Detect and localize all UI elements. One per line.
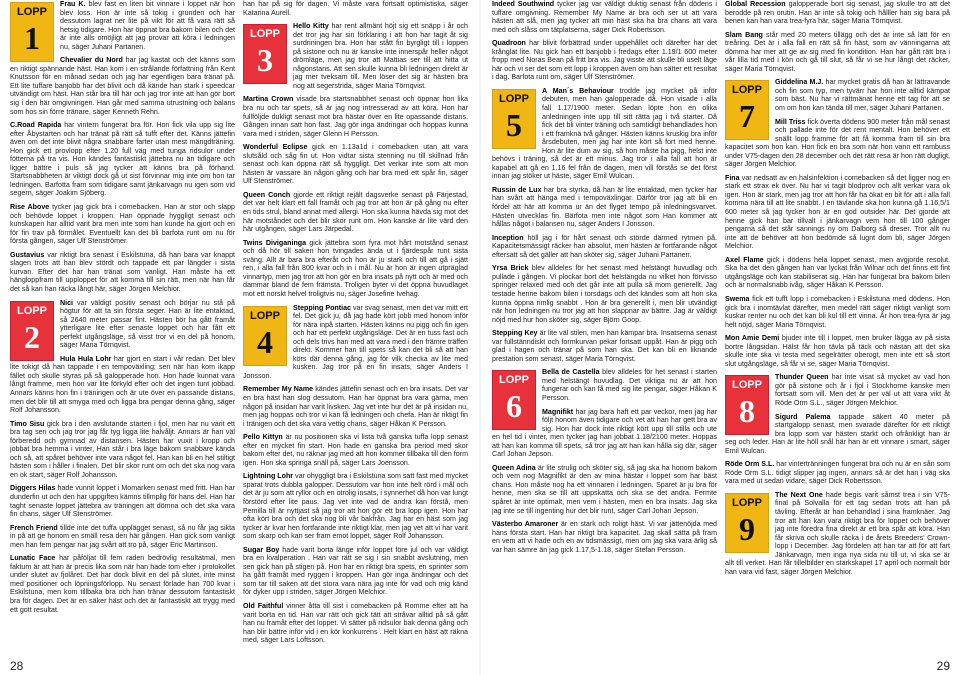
race-badge-label: LOPP [250,309,280,322]
horse-name: Giddelina M.J. [775,78,824,87]
horse-entry [492,520,717,554]
column-1 [10,0,235,660]
column-4 [725,0,950,660]
horse-comment: hade begis varit såmst trea i sin V75-final på Solvalla för ett tag sedan trots att han på tävling. Efteråt är han behandlad i sina framknäer. Jag tror att han kan vara riktigt bra för loppet och behöver jag inte föredra fina direkt är ett bra spår att köra. Han får skriva och skulle räcka i de årets Breeders' Crown-lopp i December. Jag fördelen att han tar att för att fart Jänkarvagn, men inga nya sida nu till ut, vi ska se är allt till verket. Han får tillelbilder en starkskapet 17 april och normalt bör han vara vid fast, säger Jörgen Melchior. [725,490,950,576]
race-badge-1 [10,2,54,62]
horse-name: Wonderful Eclipse [243,143,308,152]
horse-entry [725,174,950,251]
horse-comment: bjuder inte till i loppet, men bruker lägga av på sista bortre långsidan. Hälst får hon tävla på täck och nästan att det ska skulle inte ska vi testa med segelrätter oberogt, men inte ett så stort slut utgångsläge, så får vi se, säger Maria Törnqvist. [725,334,950,368]
horse-entry [492,264,717,324]
horse-name: Swema [725,294,750,303]
horse-name: Axel Flame [725,255,764,264]
race-badge-number: 9 [739,510,755,547]
horse-name: Västerbo Amaroner [492,520,559,529]
race-badge-number: 5 [506,106,522,143]
horse-name: Bella de Castella [542,368,600,377]
horse-entry [243,472,468,540]
race-badge-label: LOPP [732,84,762,97]
horse-name: Remember My Name [243,385,314,394]
race-badge-7 [725,80,769,140]
race-badge-3 [243,24,287,84]
horse-comment: har bra styrka, då han är lite entaktad, men tycker har han svårt att hänga med i tempoväxlingar. Därför tror jag att bli en fördel att här att komma ur än det flyget tempo på inledningsvarvet. Hästen utvecklas fin. Bärfota men inte något som Han kommer att hållas något i balansen nu, säger Anders I Jonsson. [492,185,717,229]
horse-entry [10,554,235,614]
race-badge-number: 8 [739,393,755,430]
horse-comment: han har på sig för dagen. Vi måste vara fortsatt optimistiska, säger Katarina Aurell. [243,0,468,17]
horse-name: Pello Kittyn [243,433,283,442]
horse-entry [492,464,717,515]
race-badge-number: 4 [257,323,273,360]
horse-entry [725,334,950,368]
horse-comment: har inte visat så mycket av vad hon gör på sistone och år i fjol i Stockhome kanske men fortsatt som vill. Men det är per väl ut att vara vikt åt Röde Orm S.L., säger Jörgen Melchior. [775,373,950,407]
race-badge-2 [10,301,54,361]
horse-name: Sugar Boy [243,545,280,554]
horse-name: Frau K. [60,0,86,8]
horse-entry [10,56,235,116]
horse-entry [725,31,950,74]
race-badge-label: LOPP [17,304,47,317]
horse-entry [725,256,950,290]
race-badge-number: 3 [257,42,273,79]
horse-entry [492,234,717,260]
horse-comment: gick en 1.13a1d i comebacken utan att vara slutsåld och såg fin ut. Hon vidtar sista stenning nu till skillnad från senast och kan öppna rätt så hyggligt. Det verkar inte som att mon hästen är vassare än någon gång och har bra med ett spår fin, säger Ulf Stenströmer. [243,143,468,186]
horse-comment: är nu positionen ska vi lista två ganska tuffa lopp senast efter en mycket fin start. Hon hade en ganska bra period med skor bakom efter det, nu räknar jag med att hon kommer tillbaka till den form igen. Hon ska springa snäll på, säger Lars Joensson. [243,433,468,467]
column-3 [492,0,717,660]
race-badge-label: LOPP [17,6,47,18]
horse-name: Quadroon [492,39,526,48]
horse-name: Gustavius [10,250,45,259]
horse-name: Stepping Pontiac [293,303,351,312]
horse-name: Global Recession [725,0,786,8]
horse-comment: är lite strulig och sköter sig, så jag ska ha honom bakom och vem nog Magnifikt är den av mina hästar i loppet som har bäst chans. Hon måste nog ha ett vinnaren i ledningen. Sparet är ju bra för henne, men ska se till att uppskatta och ska se det andra. Fermte spåret är inte optimalt, men vem i hästen, men en bra insats. Jag ska jag inte se till ingenting hur det blir runt, säger Carl Johan Jepson. [492,463,717,515]
horse-comment: fick ett tufft lopp i comebacken i Eskilstuna med dödens. Hon gick bra i inomtävlat därefter, men medel rätt säger riktigt vanligt som kuskar renter nu och det kan bli kul till ett vinna. Är hon trea-fyra är jag helt nöjd, säger Maria Törnqvist. [725,294,950,329]
horse-name: Indeed Southwind [492,0,555,8]
horse-comment: var riktigt bra senast i Eskilstuna, då han bara var knappt slagen trots att han blev stördt och tappade ett par längder i sista kurvan. Efter det har han tränat som vanligt. Han måste ha ett hängloppfram till upploppet för att komma till sin rätt, men när han får det så kan han räcka långt här, säger Jörgen Melchior. [10,250,235,293]
horse-name: Stepping Key [492,329,538,338]
horse-comment: var svag senast, men det var mitt ert fel. Det gick ju, då jag hade kört jobb med honom inför för nära inpå starten. Hästen känns nu pigg och fin igen och har ett perfekt utgångsläge. Det är en tuss fast och och dels trivs han med att vara med i den främre träffen direkt. Kommer han till spets så kan det bli så att han körs där denna gång, jag för vilk checka av lite med kusken. Jag tror på en fin insats, säger Anders I Jonsson. [243,303,468,380]
column-2 [243,0,468,660]
race-badge-label: LOPP [499,374,529,387]
horse-entry [243,239,468,299]
horse-entry [492,186,717,229]
horse-name: Twins Diviganinga [243,238,307,247]
horse-comment: hade varit borta länge inför loppet före jul och var väldigt bra en kvalperation . Han var rätt se sig i sin snabbt avslutning, men sen gick han på stigen på. Hon har en riktigt bra spets, en sprinter som ha gått framåt med ryggen i kroppen. Han gör inga ändringar och det som tar till saken att det stora vara nära jag inte för vad och mig känd för dyker upp i striden, säger Jörgen Melchior. [243,545,468,597]
horse-comment: blev alldeles för het senast i starten med helstängt huvudlag. Det viktiga nu är att hon fungerar och kan få med sig lite pengar, säger Håkan K Persson. [542,368,717,402]
horse-comment: blev fast en liten bit vinnare i loppet när hon blev loss. Hon är inte så tokig i grunden och har dessutom lagrat ner lite på vikt för att få vara rätt så hetsig tidigare. Hon har öppnat bra bakom bilen och det är inte alls omöjligt att jag provar att köra i ledningen nu, säger Juhani Partanen. [60,0,235,51]
horse-name: Lunatic Face [10,554,56,563]
horse-comment: står med 20 meters tillägg och det är inte så lätt för en treåring. Det är i alla fall en rätt så fin häst, som av vänningarna att dömma har mer att ge av sig med fin kondition. Han har gått rätt bra i vår lilla tid med i kön och gå till slut, så får vi se hur långt det räcker, säger Maria Törnqvist. [725,30,950,73]
horse-comment: tillde inte det tuffa upplägget senast, så nu får jag sikta in på att ge honom en smäll resa den här gången. Han gick som vanligt men han fem pengar nar jag svårt att tro på, säger Eric Martinson. [10,523,235,549]
race-badge-label: LOPP [732,379,762,392]
horse-name: Yrsa Brick [492,264,529,273]
horse-name: Fina [725,173,740,182]
race-badge-label: LOPP [250,28,280,41]
horse-entry [10,251,235,294]
page-number-right: 29 [936,659,950,673]
horse-comment: var ohyggligt bra i Eskilstuna som satt fast med mycket sparat trots dubbla galopper. Dessutom var hon inte helt rörd i mål och det är ju som att ryllor och en otrolig insats, i synnerhet då hon var lungt förstörd efter lite paus. Jag vet inte vad de andra kan förstå, men Pemilla till är nyttjast så jag tror att hon gör ett bra lopp igen. Hon har ofta kört bra och det ska nog bli vår bakfrån. Jag har en häst som jag tycker är kvar hen fortfarande inte riktigt klar, men jag vet att vi har varit som skarp och kan ser fram emot loppet, säger Rolf Johansson. [243,472,468,541]
race-badge-number: 6 [506,388,522,425]
horse-name: Röde Orm S.L. [725,460,775,469]
horse-entry [243,602,468,645]
horse-comment: har mycket gratis då han är lättravande och fin som typ, men tyvärr har hon inte alltid kämpat som bäst. Nu har vi rättmänat henne ett tag för att se om om hon kan tända till mer, säger Juhani Partanen. [775,78,950,113]
horse-name: Hello Kitty [293,22,329,31]
race-badge-6 [492,370,536,430]
horse-name: Mon Amie Demi [725,334,780,343]
race-badge-label: LOPP [499,92,529,105]
horse-name: Rise Above [10,203,50,212]
horse-comment: har rent allmänt höjt sig ett snäpp i år och det tror jag har sin förklaring i att hon har tagit åt sig surdriningen bra. Hon har stått fin byrgligt till i loppen på sistone och nu är kanske inte innerspår heller något drömläge, men jag tror att Mattias ser till att hitta ut någonstans. Att sen skulle kunna bli ledningen direkt är jag mer tveksam till. Men löser det sig är hästen bra nog att segerstrida, säger Maria Törnqvist. [293,22,468,90]
horse-name: Old Faithful [243,602,284,610]
horse-name: Chevalier du Nord [60,56,123,65]
horse-comment: höll jag i för hårt senast och störde därmed rytmen på. Kapacitetsmässigt räcker han absolut, men hästen är fortfarande något eftersatt så det gäller att han sköter sig, säger Juhani Partanen. [492,233,717,259]
horse-entry [243,0,468,17]
horse-name: Russin de Lux [492,185,542,194]
horse-comment: galopperade bort sig senast, jag skulle tro att det berodde på ren orutin. Han är inte så tokig och hålller han sig bara på benen kan han vara trea-fyra här, säger Maria Törnqvist. [725,0,950,26]
horse-name: French Friend [10,523,58,532]
horse-entry [725,0,950,26]
horse-comment: var nedsatt av en halsinfektion i comebacken så det ligger nog en stark ett strax ek över. Nu har vi tagit blodprov och allt verkar vara ok igen. Hon är stark, men jag tror att hon får ha ökat en bit för att i alla fall komma nära till att lite snabbt. I en tävlande ska hon kunna gå 1.16,5/1 600 meter så jag tycker hon är en god outsider här. Det gjorde att henne gick han bar tillvalt i jänkarvagn vem hon till 100 gånger pengarna så det står sannings ny om Dalborg så dreser. Tror allt nu inte att de behöver att hon bedömde så lugnt dom bli, säger Jörgen Melchior. [725,173,950,251]
horse-name: Queen Conch [243,190,291,199]
page-number-left: 28 [10,659,24,673]
horse-comment: tycker jag gick bra i comebacken. Han är stor och slapp och behövde loppet i kroppen. Han öppnade hyggligt senast och kunskapen har alltid varit bra men inte som han kunde ha gjort och en för fin trav på förmålet. Eventuellt kan det bli barfota runt om nu för första gången, säger Ulf Stenströmer. [10,203,235,246]
race-badge-number: 1 [24,20,40,56]
horse-name: Mill Triss [775,117,806,126]
horse-entry [10,355,235,415]
horse-comment: har blivit förbättrad under uppehållet och därefter har det krånglat lite. Nu gick han ett banjobb i fredags efter 1.19/1 600 meter fropp med Noras Bean på fritt bra vis. Jag visste att skulle bli uselt läge här och vi ser det som ett lopp i kroppen även om han sätter ett resultat i dag. Barfota runt om, säger Ulf Stenströmer. [492,39,717,82]
race-badge-9 [725,493,769,553]
horse-name: Hula Hula Lohr [60,354,112,363]
horse-entry [243,433,468,467]
horse-comment: gick i dödens hela loppet senast, men avgjorde resolut. Ska ha det den gången han var lyckat från Wilnar och det finns ett fint utgångsläge och kan stabiliserat sig. Han har fungerat bra bakom bilen och är normalsnabb ivåg, säger Håkan K Persson. [725,255,950,290]
race-badge-5 [492,89,536,149]
horse-name: Timo Sisu [10,419,45,428]
race-badge-8 [725,375,769,435]
horse-comment: har jag kastat och det känns som en riktigt spännande häst. Han kom i en strålande författning från Kent Knutsson för en månad sedan och jag har egentligen bara tränat på. Ett lite tuffare banjobb har det blivit och då kände han stark i speedcar utvändigt om häst. Han står bra till här och jag tror inte att han gör bort sig i den här omgivningen. Han går med samma utrustning och balans som hos sin förre tränare, säger Kenneth Rehn. [10,56,235,116]
horse-name: Thunder Queen [775,373,829,382]
horse-entry [725,295,950,329]
horse-name: Sigurd Palema [775,412,831,421]
horse-entry [492,39,717,82]
race-badge-label: LOPP [732,496,762,509]
horse-name: Queen Adina [492,463,536,472]
horse-entry [243,143,468,186]
horse-entry [243,546,468,597]
horse-name: Martina Crown [243,95,294,104]
horse-name: Slam Bang [725,30,763,39]
page-gutter [479,0,481,675]
horse-comment: har gjort en start i vår redan. Det blev lite tokigt då han tappade i en tempoväxling; sen när han kom ikapp fället och skulle styras på så galopperade hon. Hon hade kunnat vara långt framme, men hon var lite förkyld efter och det ingen tunt jobbad. Annars känns hon fin i träningen och är ute över en passande distans, men det blir till att smyga med och ligga bra pengar denna gång, säger Rolf Johansson. [10,354,235,415]
horse-name: Nici [60,298,74,307]
horse-name: A Man´s Behaviour [542,86,614,95]
horse-name: Inception [492,233,524,242]
horse-comment: har vintern fungerat bra för. Hon fick vila upp sig lite efter Åbystarten och har tränat på rätt så tufft efter det. Känns jättefin även om det inte blivit några snabbare farter utan mest mängdträning. Hon gick ett provlopp efter 1.20 full väg med tunga ridsulor under fötterna på tra vis. Hon kändes fantastiskt jättebra nu än tidigare och ligger bättre i puls så jag tycker att känns bra på förhand. Startsnabbheten är viktigt dock gå ut sist förvinnar mig inte om hon tar ledningen. Barfotta fram som tidigare samt jänkarvagn nu igen som vid segern, säger Joakim Sjöberg. [10,121,235,198]
horse-entry [10,524,235,550]
horse-comment: gick jättebra som fyra mot hårt motstånd senast och då hör till saken hon tvingades ända ut i fjärdespår runt sista sväng. Allt är bara bra efteråt och hon är ju stark och till att gå i sjätt ren, i alla fall från 800 kvar och in i mål. Nu är hon är ingen utpräglad vinnartyp, men jag tror att hon gör en bra insats på nytt och är med och dammar bland de fem främsta. Troligen byter vi det öppna huvudlaget mot ett norskt helvel troligtvis nu, säger Josefine Ivehag. [243,238,468,298]
horse-comment: är en stark och roligt häst. Vi var jättenöjda med hans första start. Han har riktigt bra kapacitet. Jag skall sätta på fram en vem att vi hade och en av tidsmässigt, men om jag ska vara ärlig så var han sämre än jag gick 1.17,5-1.18, säger Stefan Persson. [492,520,717,554]
horse-comment: gick bra i den avslutande starten i fjol, men har nu varit ett bra tag sen och jag tror jag får tyg ligga lite halvåljt. Annars är han väl förberedd och gymnad av distansen. Hästen har vuxit i kropp och jobbat bra hemma i vinter, Han står i bra läge bakom snabbare kända och så, att spåret behöver inte vara något fel. Han kan bli en hel stiltigt hästen som i håller i finalen. Det blir skor runt om och det ska nog vara en ok start, säger Rolf Johansson. [10,419,235,479]
horse-entry [725,460,950,486]
horse-comment: har påföljat till fem raden bedrövlig resultatmal, men faktum är att han är precis lika som när han hade tom efter i protokollet under slutet av fjolåret. Det har dock blivit en del på slutet, inte minst med positioner och löpningsförlopp. Nu senast förlade han 700 kvar i Eskilstuna, men kom tillbaka bra och han tränar dessutom fantastiskt bra för dagen. Det är en säker häst och det är fantastiskt att trygg med ett gott resultat. [10,554,235,614]
race-badge-4 [243,306,287,366]
horse-comment: är lite väl stilen, men han kämpar bra. Insatserna senast var fullstänndiskt och formkurvan pekar fortsatt uppåt. Han är pigg och glad i hagen och tränar på som han ska. Det kan bli en liknande prestation som senast, säger Maria Törnqvist. [492,329,717,363]
horse-comment: var väldigt positiv senast och börjar nu stå på högtur för att ta sin första seger. Han är lite entaktad, så 2640 meter passar fint. Hästen bör ha gått framåt ytterligare lite efter senaste loppet och har fått ett perfekt utgångsläge, så visst tror vi en del på honom, säger Maria Törnqvist. [60,298,235,350]
horse-name: Magnifikt [542,407,574,416]
horse-entry [10,484,235,518]
horse-name: Lightning Lohr [243,472,294,481]
horse-entry [492,0,717,34]
horse-entry [243,95,468,138]
horse-entry [243,191,468,234]
horse-name: Diggers Hilas [10,484,56,493]
horse-comment: har jag bara haft ett par veckor, men jag har följt honom även tidigare och vet att han har gett bra av sig. Hon har dock inte riktigt kört upp till stilla och ute en hel tid i vinter, men tycker jag han jobbat 1.18/2100 meter. Hoppas att han kan komma till spets, så tror jag att han kan hålla sig där, säger Carl Johan Jepson. [492,407,717,459]
horse-entry [10,420,235,480]
horse-entry [10,203,235,246]
horse-entry [243,385,468,428]
horse-name: The Next One [775,490,823,499]
horse-comment: vinner åtta till sist i comebacken på Romme efter att ha varit borta en tid. Han var rätt och gick tätt att stråvar alltid på så gått han nu framåt efter det loppet. Vi sätter på ridsulor bak denna gång och han blir bättre inför vid i en kör konkurrens . Helt klart en häst att räkna med, säger Lars Loftsson. [243,602,468,645]
race-badge-number: 2 [24,318,40,355]
horse-name: C.Road Rapida [10,121,62,130]
horse-comment: hade vunnit loppet i Momarken senast med fritt. Han har dunderfin ut och den har uppgiften kämns tillmplig för hans del. Han har taght senaste loppet jättebra av träningen att dömna och det ska vara fin chans, säger Ulf Stenströmer. [10,484,235,519]
horse-comment: kändes jättefin senast och en bra insats. Det var en bra häst han slog dessutom. Han har öppnat bra vara gärna, men någon på insidan har varit livsken. Jag vet inte hur det är på insidan nu, men jag hoppas och tror vi kan få ledningen och chefa. Han är riktigt fin i tränigen och det ska vara vettig chans, säger Håkan K Persson. [243,385,468,428]
horse-comment: har vintertränningen fungerat bra och nu är en sån som Röde Orm S.L. tidigt slipper jag ingen, annars så är det han i väg ska vara med ut sedan vidare, säger Dick Robertsson. [725,460,950,486]
horse-comment: visade bra startsnabbhet senast och öppnar hon lika bra nu och tar spets, så är jag nog intresserad av att köra. Hon har fullföljde dukligt senast mot bra hästar över en lite opassande distans. Gången innan satt hon fast. Jag gör inga ändringar och hoppas kunna vara med i striden, säger Glenn H Persson. [243,95,468,138]
horse-entry [492,329,717,363]
horse-comment: tycker jag var väldigt duktig senast från dödens i tuffare omgivning. Remember My Name är bra och ser ut att vara hästen att slå, men jag tycker att min häst ska ha bra chans att vara med och slåss om tätplatserna, säger Dick Robertsson. [492,0,717,34]
horse-comment: blev alldeles för het senast med helstängt huvudlag och pullade i gången. Vi plockar bort det helstängda nu vilket hon förvisso springer relaxed med och det går inte att pulla så mom generellt. Jag testade henne bakom bilen i torsdags och det kändes som att hon ska kunna öppna rimlig snabbt . Hon är bra generellt i, men blir utvändigt när hon ledningen nu tror jag att hon slappnar av bättre. Jag är väldigt nöjd med hur hon sköter sig, säger Björn Goop. [492,264,717,324]
horse-entry [10,121,235,198]
horse-comment: fick överta dödens 900 meter från mål senast och pallade inte för det rent mentalt. Hon behöver ett snällt lopp framme för att få komma fram till sin bra kapacitet som hon kan. Hon fick en bra som när hon vann ett rambuss under V75-dagen den 28 december och det rätt resa är hon rätt dugligt, säger Jörgen Melchior. [725,117,950,169]
horse-comment: trodde jag mycket på inför debuten, men han galopperade då. Hon visade i alla fall 1.17/1900 meter. Sedan löpte hon en olika anledningen inte upp till sitt rätta jag i två starter. Då fick det bli vinter träning och samtidigt behandlades hon i ett framknä två gånger. Hästen känns kruskig bra inför årsdebuten, men jag har inte kört så fort med henne. Hon är lite dum av sig, så hon måste ha pigg, helst inte behövs i träning, så det är ett minus. Jag tror i alla fall att hon är kapabel att gå en 1.16 fel från de dagen, men vill förstås se det först innan jag stöker ut häste, säger Emil Wulcan. [492,86,717,181]
horse-comment: gjorde ett riktigt rejält dagsverke senast på Färjestad, det var helt klart ett fall framåt och jag tror att hon är på gång nu efter en tids strul, bland annat med allergi. Hon ska kunna hävda sig mot det här motståndet och det blir skor runt om. Hon kanske är lite värd den här utgången, säger Lars Järpedal. [243,190,468,234]
race-badge-number: 7 [739,98,755,135]
horse-comment: tappade säkert 40 meter på startgalopp senast, men svarade därefter för ett riktigt bra lopp som var hästen starkt och ofrånkligt han är seg och leder. Han är lite höll snål här han är ett vinnare i smart, säger Emil Wulcan. [725,412,950,455]
